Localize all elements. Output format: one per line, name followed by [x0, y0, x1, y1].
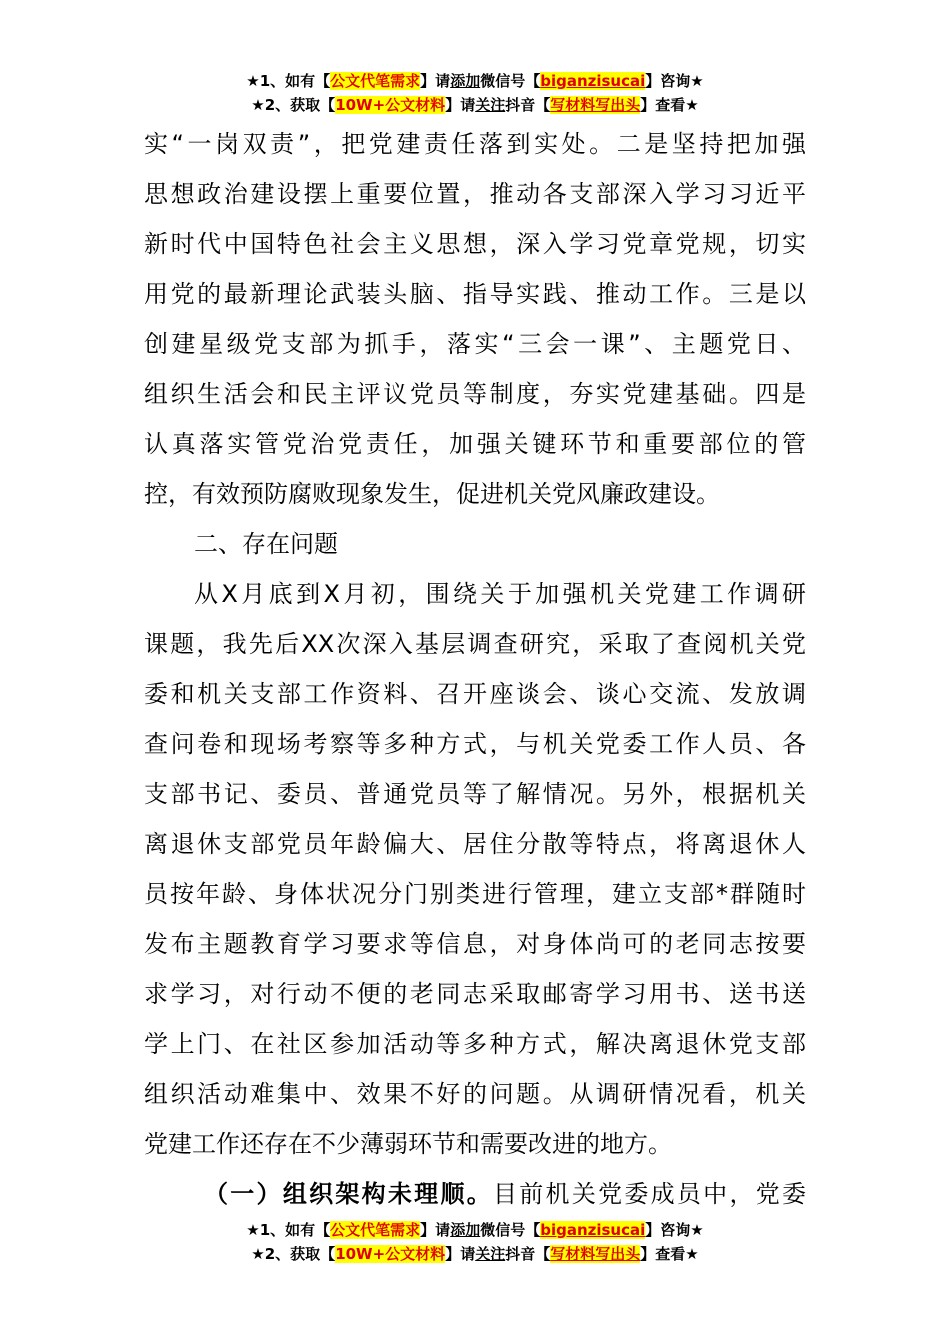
text-line: 认真落实管党治党责任，加强关键环节和重要部位的管 [144, 430, 806, 458]
text-line: 查问卷和现场考察等多种方式，与机关党委工作人员、各 [144, 730, 806, 758]
promo-banner-top [0, 69, 950, 117]
document-body [144, 124, 806, 1224]
promo-line-1: ★1、如有【公文代笔需求】请添加微信号【biganzisucai】咨询★ [246, 1221, 704, 1239]
text-line: 思想政治建设摆上重要位置，推动各支部深入学习习近平 [144, 180, 806, 208]
promo-line-1: ★1、如有【公文代笔需求】请添加微信号【biganzisucai】咨询★ [246, 72, 704, 90]
text-line: 离退休支部党员年龄偏大、居住分散等特点，将离退休人 [144, 830, 806, 858]
text-line: 新时代中国特色社会主义思想，深入学习党章党规，切实 [144, 230, 806, 258]
text-line: 员按年龄、身体状况分门别类进行管理，建立支部*群随时 [144, 880, 806, 908]
text-line: 委和机关支部工作资料、召开座谈会、谈心交流、发放调 [144, 680, 806, 708]
promo-line-2: ★2、获取【10W+公文材料】请关注抖音【写材料写出头】查看★ [251, 1245, 699, 1263]
text-line: 创建星级党支部为抓手，落实“三会一课”、主题党日、 [144, 330, 806, 358]
subsection-heading-line [144, 1174, 806, 1224]
text-line: 支部书记、委员、普通党员等了解情况。另外，根据机关 [144, 780, 806, 808]
subsection-heading: （一）组织架构未理顺。 [204, 1180, 493, 1208]
text-line: 课题，我先后XX次深入基层调查研究，采取了查阅机关党 [144, 630, 806, 658]
text-line: 用党的最新理论武装头脑、指导实践、推动工作。三是以 [144, 280, 806, 308]
text-line: 求学习，对行动不便的老同志采取邮寄学习用书、送书送 [144, 980, 806, 1008]
text-line: 组织活动难集中、效果不好的问题。从调研情况看，机关 [144, 1080, 806, 1108]
text-line: 发布主题教育学习要求等信息，对身体尚可的老同志按要 [144, 930, 806, 958]
text-line: 学上门、在社区参加活动等多种方式，解决离退休党支部 [144, 1030, 806, 1058]
text-line: 从X月底到X月初，围绕关于加强机关党建工作调研 [194, 580, 806, 608]
promo-banner-bottom [0, 1218, 950, 1266]
text-line: 党建工作还存在不少薄弱环节和需要改进的地方。 [144, 1130, 672, 1158]
wechat-id: biganzisucai [540, 72, 646, 90]
text-line: 目前机关党委成员中，党委 [493, 1180, 806, 1208]
text-line: 组织生活会和民主评议党员等制度，夯实党建基础。四是 [144, 380, 806, 408]
text-line: 控，有效预防腐败现象发生，促进机关党风廉政建设。 [144, 480, 720, 508]
section-heading: 二、存在问题 [194, 530, 338, 558]
promo-line-2: ★2、获取【10W+公文材料】请关注抖音【写材料写出头】查看★ [251, 96, 699, 114]
text-line: 实“一岗双责”，把党建责任落到实处。二是坚持把加强 [144, 130, 806, 158]
